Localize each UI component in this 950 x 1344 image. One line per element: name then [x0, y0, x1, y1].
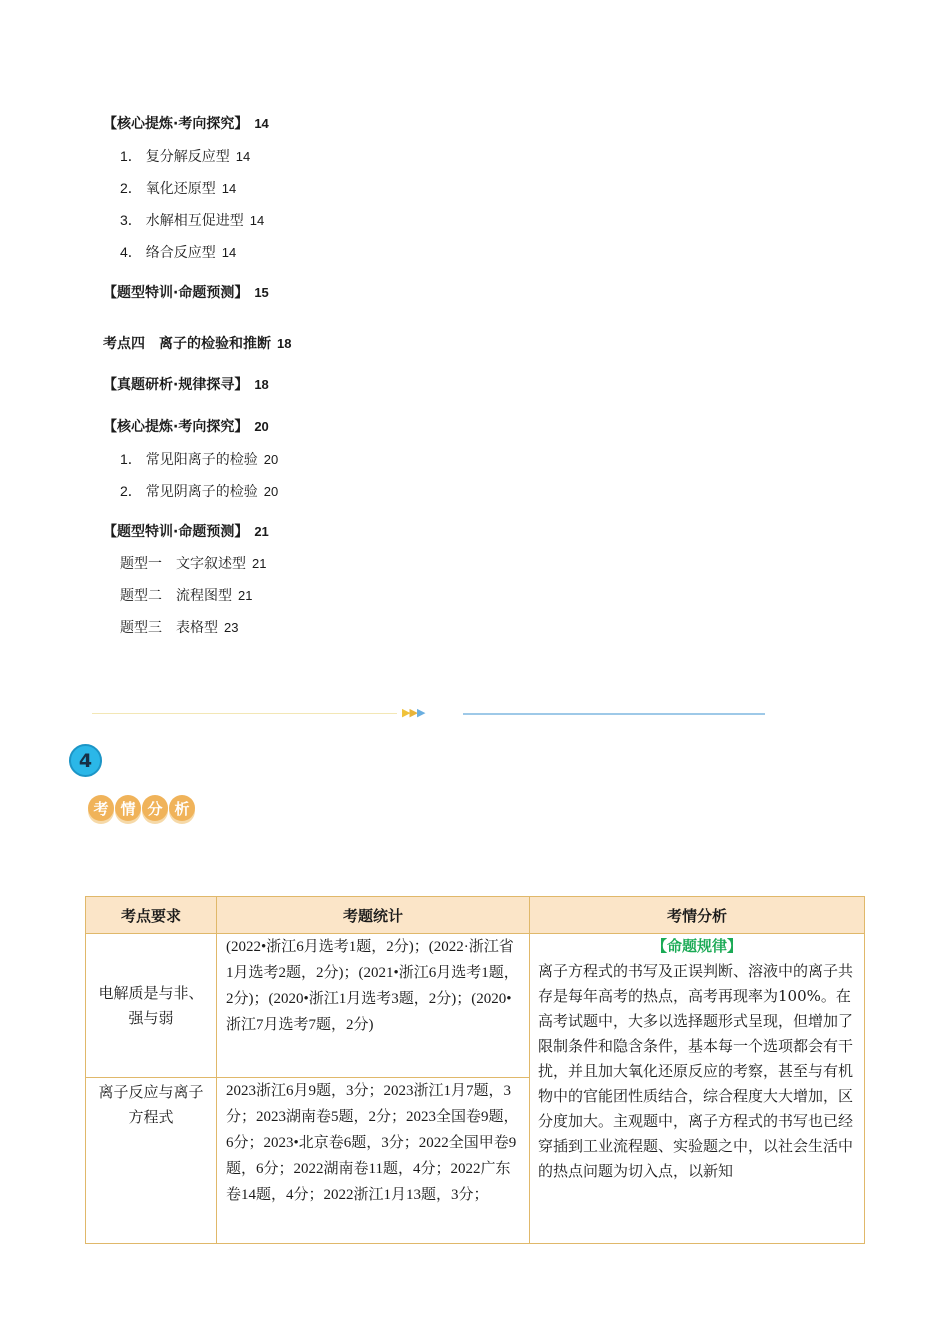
toc-entry[interactable] — [120, 586, 252, 606]
toc-entry[interactable] — [103, 283, 269, 303]
toc-entry-text: 【题型特训·命题预测】 — [103, 285, 249, 301]
toc-entry-page: 15 — [254, 285, 269, 300]
toc-entry-text: 络合反应型 — [145, 245, 216, 261]
toc-entry[interactable] — [103, 522, 269, 542]
toc-entry[interactable] — [120, 449, 278, 470]
section-title-char: 情 — [115, 795, 141, 821]
toc-entry[interactable] — [103, 334, 291, 354]
toc-entry-page: 18 — [254, 377, 269, 392]
table-header-row — [86, 897, 865, 934]
toc-entry-text: 【真题研析·规律探寻】 — [103, 377, 249, 393]
table-row — [86, 934, 865, 1078]
toc-entry-page: 21 — [254, 524, 269, 539]
toc-entry-text: 氧化还原型 — [145, 181, 216, 197]
toc-entry-number: 3． — [120, 212, 142, 228]
statistics-cell — [217, 934, 530, 1078]
toc-entry-text: 常见阳离子的检验 — [145, 452, 258, 468]
requirement-cell — [86, 934, 217, 1078]
section-title-char: 考 — [88, 795, 114, 821]
divider-left — [92, 713, 397, 714]
toc-entry-text: 题型二 流程图型 — [120, 588, 232, 604]
exam-analysis-table — [85, 896, 865, 1244]
toc-entry-page: 18 — [277, 336, 292, 351]
toc-entry[interactable] — [120, 554, 266, 574]
section-title-char: 分 — [142, 795, 168, 821]
toc-entry[interactable] — [103, 114, 269, 134]
analysis-title: 【命题规律】 — [651, 937, 742, 955]
toc-entry-text: 考点四 离子的检验和推断 — [103, 336, 271, 352]
statistics-text: (2022•浙江6月选考1题，2分)；(2022·浙江省1月选考2题，2分)；(2021•浙江6月选考1题，2分)；(2020•浙江1月选考3题，2分)；(2020•浙江7月选考7题，2分) — [226, 939, 519, 1033]
toc-entry-text: 【核心提炼·考向探究】 — [103, 419, 249, 435]
requirement-cell — [86, 1078, 217, 1244]
toc-entry-page: 14 — [249, 213, 265, 228]
toc-entry-page: 21 — [238, 588, 253, 603]
toc-entry-page: 20 — [263, 452, 279, 467]
toc-entry-page: 23 — [224, 620, 239, 635]
toc-entry[interactable] — [120, 618, 238, 638]
section-number-badge: 4 — [69, 744, 102, 777]
toc-entry-number: 1． — [120, 451, 142, 467]
toc-entry[interactable] — [120, 210, 264, 231]
toc-entry-text: 水解相互促进型 — [145, 213, 244, 229]
statistics-cell — [217, 1078, 530, 1244]
section-title-char: 析 — [169, 795, 195, 821]
toc-entry-page: 20 — [263, 484, 279, 499]
toc-entry-text: 【题型特训·命题预测】 — [103, 524, 249, 540]
statistics-text: 2023浙江6月9题，3分；2023浙江1月7题，3分；2023湖南卷5题，2分；2023全国卷9题，6分；2023•北京卷6题，3分；2022全国甲卷9题，6分；2022湖南卷11题，4分；2022广东卷14题，4分；2022浙江1月13题，3分； — [226, 1083, 519, 1203]
toc-entry[interactable] — [103, 375, 269, 395]
toc-entry-page: 21 — [252, 556, 267, 571]
toc-entry-page: 14 — [235, 149, 251, 164]
column-header-analysis: 考情分析 — [530, 897, 865, 934]
toc-entry-number: 2． — [120, 180, 142, 196]
toc-entry[interactable] — [120, 481, 278, 502]
toc-entry-page: 20 — [254, 419, 269, 434]
toc-entry[interactable] — [120, 146, 250, 167]
toc-entry-number: 4． — [120, 244, 142, 260]
toc-entry-number: 2． — [120, 483, 142, 499]
column-header-requirement: 考点要求 — [86, 897, 217, 934]
toc-entry-text: 【核心提炼·考向探究】 — [103, 116, 249, 132]
toc-entry-text: 复分解反应型 — [145, 149, 230, 165]
section-title — [88, 795, 195, 821]
toc-entry-number: 1． — [120, 148, 142, 164]
toc-entry[interactable] — [103, 417, 269, 437]
toc-entry-page: 14 — [221, 245, 237, 260]
analysis-cell — [530, 934, 865, 1244]
toc-entry-page: 14 — [221, 181, 237, 196]
toc-entry-text: 题型三 表格型 — [120, 620, 218, 636]
column-header-statistics: 考题统计 — [217, 897, 530, 934]
requirement-text: 离子反应与离子方程式 — [98, 1083, 204, 1126]
analysis-text: 离子方程式的书写及正误判断、溶液中的离子共存是每年高考的热点，高考再现率为100%。在高考试题中，大多以选择题形式呈现，但增加了限制条件和隐含条件，基本每一个选项都会有干扰，并且加大氧化还原反应的考察，甚至与有机物中的官能团性质结合，综合程度大大增加，区分度加大。主观题中，离子方程式的书写也已经穿插到工业流程题、实验题之中，以社会生活中的热点问题为切入点，以新知 — [538, 962, 854, 1180]
toc-entry[interactable] — [120, 242, 236, 263]
requirement-text: 电解质是与非、强与弱 — [98, 983, 204, 1027]
divider-arrows-icon: ▶▶▶ — [402, 706, 425, 719]
divider-right — [463, 713, 765, 715]
toc-entry-page: 14 — [254, 116, 269, 131]
toc-entry-text: 题型一 文字叙述型 — [120, 556, 246, 572]
toc-entry-text: 常见阴离子的检验 — [145, 484, 258, 500]
toc-entry[interactable] — [120, 178, 236, 199]
